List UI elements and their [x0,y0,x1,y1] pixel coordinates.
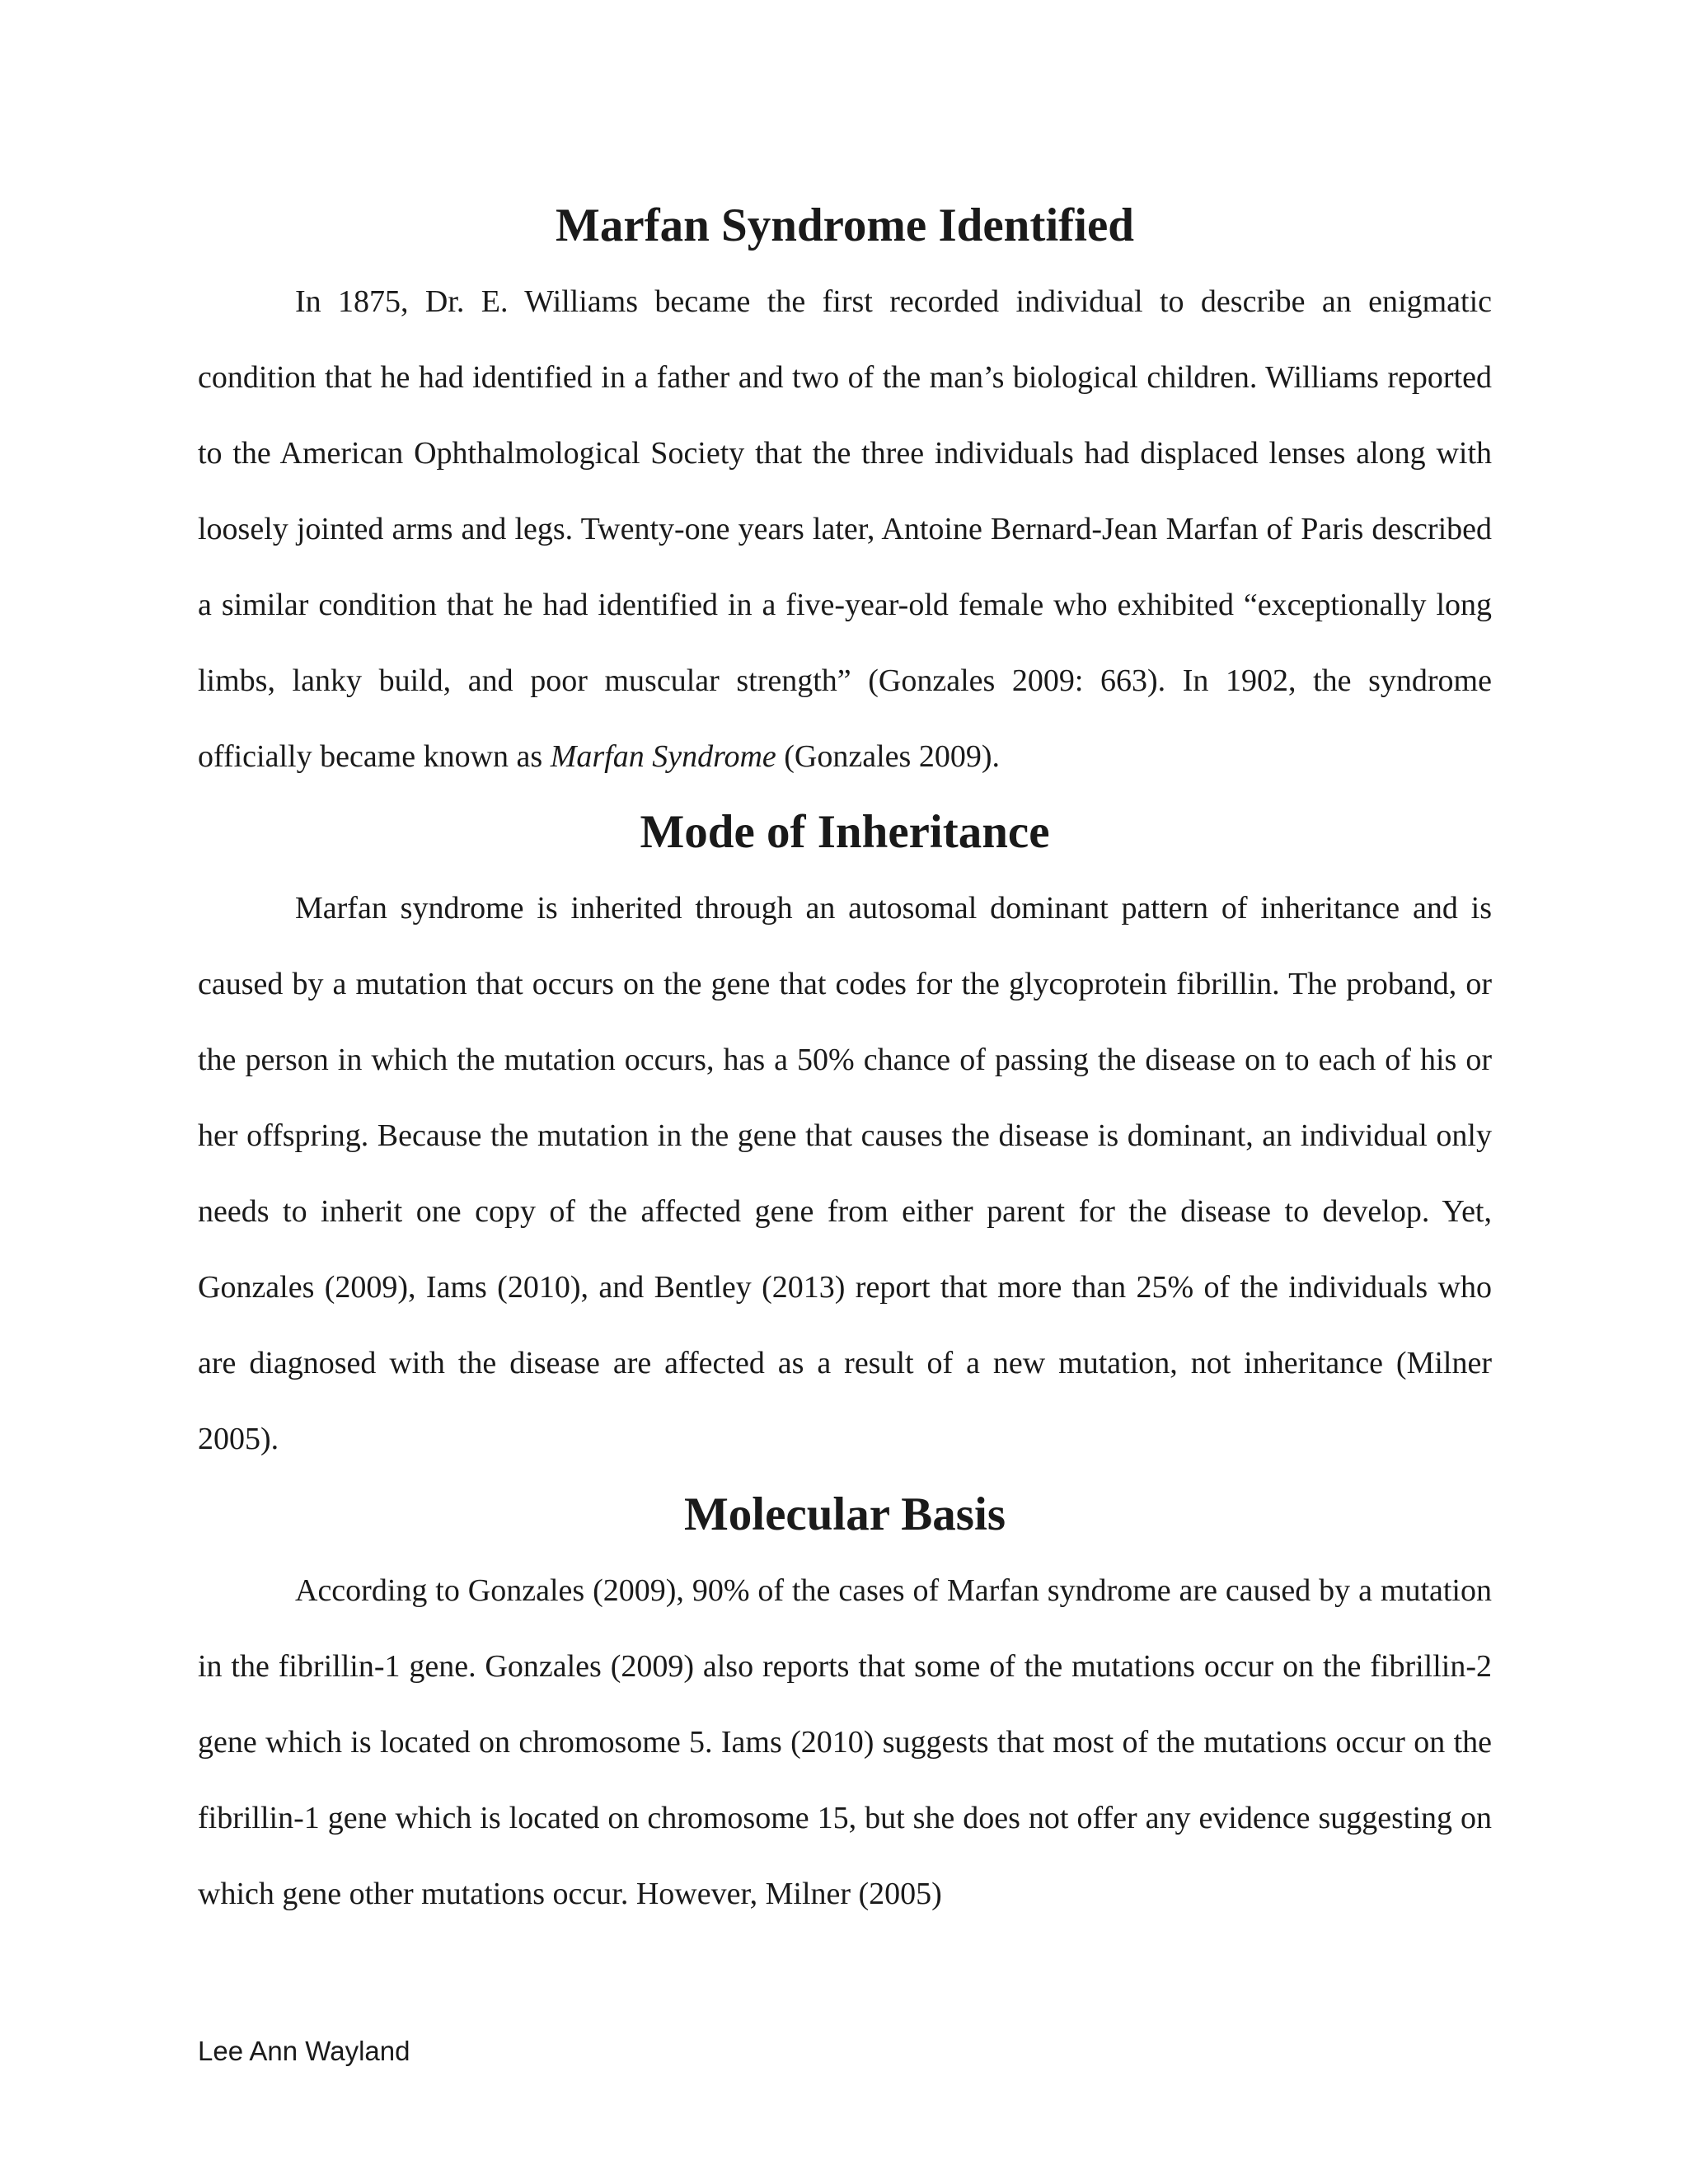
paragraph-text: In 1875, Dr. E. Williams became the first recorded individual to describe an enigmatic condition that he had identified in a father and two of the man’s biological children. Williams reported to the American Ophthalmological Society that the three individuals had displaced lenses along with loosely jointed arms and legs. Twenty-one years later, Antoine Bernard-Jean Marfan of Paris described a similar condition that he had identified in a five-year-old female who exhibited “exceptionally long limbs, lanky build, and poor muscular strength” (Gonzales 2009: 663). In 1902, the syndrome officially became known as [198,284,1492,774]
paragraph-text: (Gonzales 2009). [776,739,1000,774]
section-heading-molecular-basis: Molecular Basis [683,1488,1006,1540]
document-body [198,188,1492,1932]
paragraph-marfan-identified [198,264,1492,794]
paragraph-mode-of-inheritance: Marfan syndrome is inherited through an autosomal dominant pattern of inheritance and is caused by a mutation that occurs on the gene that codes for the glycoprotein fibrillin. The proband, or the person in which the mutation occurs, has a 50% chance of passing the disease on to each of his or her offspring. Because the mutation in the gene that causes the disease is dominant, an individual only needs to inherit one copy of the affected gene from either parent for the disease to develop. Yet, Gonzales (2009), Iams (2010), and Bentley (2013) report that more than 25% of the individuals who are diagnosed with the disease are affected as a result of a new mutation, not inheritance (Milner 2005). [198,891,1492,1456]
section-heading-mode-of-inheritance: Mode of Inheritance [640,806,1050,858]
section-heading-marfan-identified: Marfan Syndrome Identified [556,199,1134,251]
paragraph-molecular-basis: According to Gonzales (2009), 90% of the cases of Marfan syndrome are caused by a mutation in the fibrillin-1 gene. Gonzales (2009) also reports that some of the mutations occur on the fibrillin-2 gene which is located on chromosome 5. Iams (2010) suggests that most of the mutations occur on the fibrillin-1 gene which is located on chromosome 15, but she does not offer any evidence suggesting on which gene other mutations occur. However, Milner (2005) [198,1573,1492,1911]
footer-author: Lee Ann Wayland [198,2036,410,2066]
emphasized-term: Marfan Syndrome [550,739,776,774]
